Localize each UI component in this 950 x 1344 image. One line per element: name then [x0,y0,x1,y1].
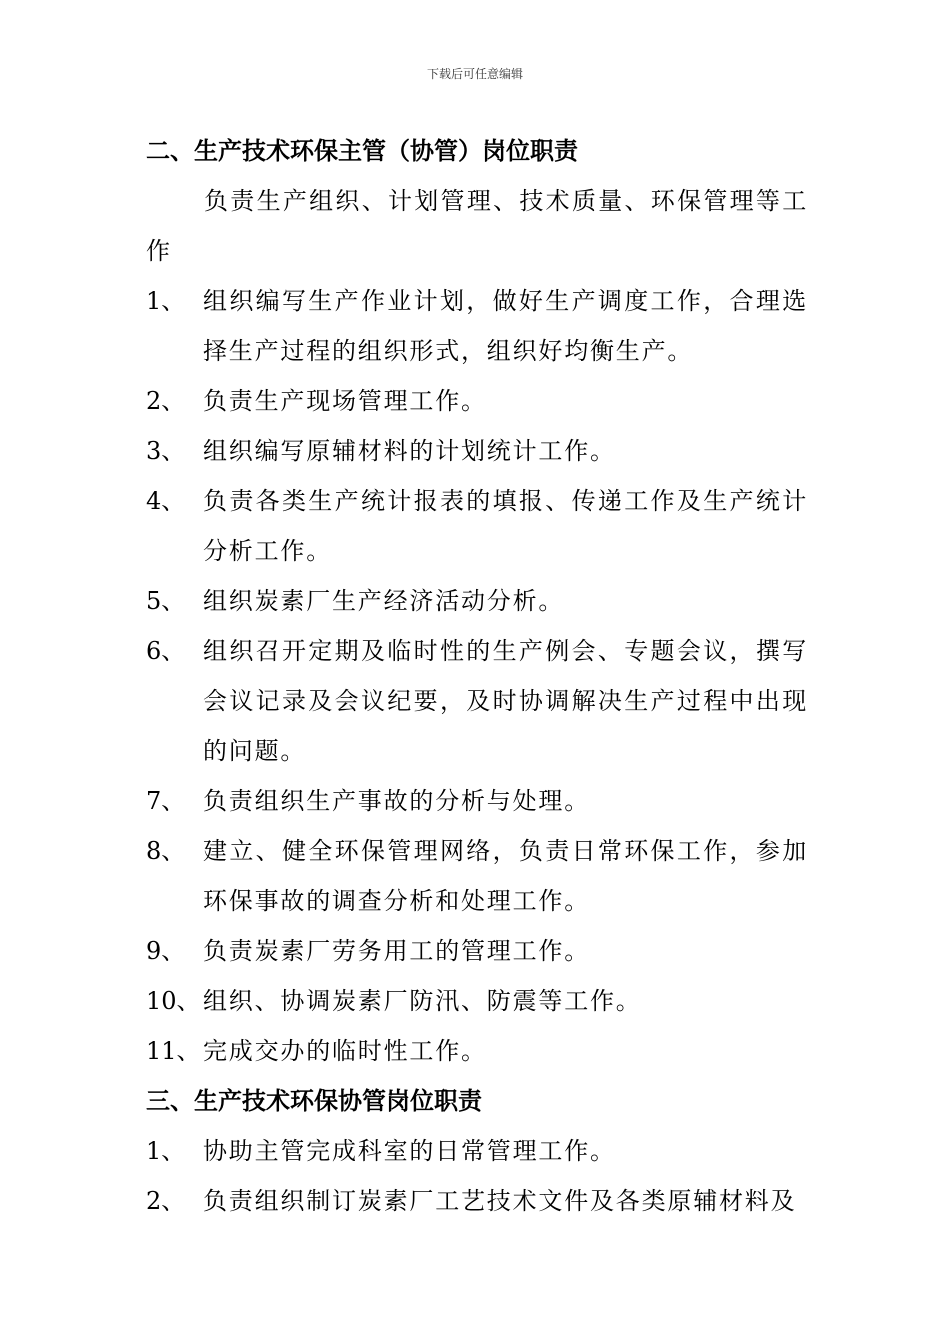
list-item-text: 组织召开定期及临时性的生产例会、专题会议，撰写会议记录及会议纪要，及时协调解决生产过程中出现的问题。 [203,637,808,765]
list-item-number: 2、 [146,387,186,415]
list-item [146,1126,808,1176]
list-item [146,376,808,426]
list-item-number: 8、 [146,837,186,865]
list-item-text: 负责生产现场管理工作。 [203,387,487,415]
list-item [146,926,808,976]
list-item [146,576,808,626]
list-item [146,1026,808,1076]
list-item [146,476,808,576]
list-item-number: 3、 [146,437,186,465]
list-item [146,426,808,476]
list-item [146,1176,808,1226]
list-item-text: 负责组织制订炭素厂工艺技术文件及各类原辅材料及 [203,1187,797,1215]
list-item-number: 7、 [146,787,186,815]
list-item-text: 协助主管完成科室的日常管理工作。 [203,1137,616,1165]
document-body [146,126,808,1226]
list-item-number: 6、 [146,637,186,665]
list-item-text: 负责炭素厂劳务用工的管理工作。 [203,937,590,965]
list-item-text: 组织炭素厂生产经济活动分析。 [203,587,565,615]
list-item-number: 5、 [146,587,186,615]
list-item [146,826,808,926]
list-item-text: 组织编写原辅材料的计划统计工作。 [203,437,616,465]
list-item [146,976,808,1026]
list-item-number: 9、 [146,937,186,965]
list-item-text: 组织编写生产作业计划，做好生产调度工作，合理选择生产过程的组织形式，组织好均衡生产。 [203,287,808,365]
list-item [146,776,808,826]
list-item [146,276,808,376]
list-item-text: 建立、健全环保管理网络，负责日常环保工作，参加环保事故的调查分析和处理工作。 [203,837,808,915]
list-item-number: 4、 [146,487,186,515]
list-item-number: 2、 [146,1187,186,1215]
page-header: 下载后可任意编辑 [426,67,523,81]
list-item-text: 完成交办的临时性工作。 [203,1037,487,1065]
section-intro: 负责生产组织、计划管理、技术质量、环保管理等工作 [146,187,808,265]
section-title-2: 二、生产技术环保主管（协管）岗位职责 [146,137,578,165]
list-item-number: 10、 [146,987,201,1015]
section-title-3: 三、生产技术环保协管岗位职责 [146,1087,482,1115]
list-item-text: 组织、协调炭素厂防汛、防震等工作。 [203,987,642,1015]
list-item-text: 负责各类生产统计报表的填报、传递工作及生产统计分析工作。 [203,487,808,565]
list-item-number: 1、 [146,1137,186,1165]
list-item-number: 1、 [146,287,186,315]
list-item-text: 负责组织生产事故的分析与处理。 [203,787,590,815]
list-item-number: 11、 [146,1037,201,1065]
list-item [146,626,808,776]
